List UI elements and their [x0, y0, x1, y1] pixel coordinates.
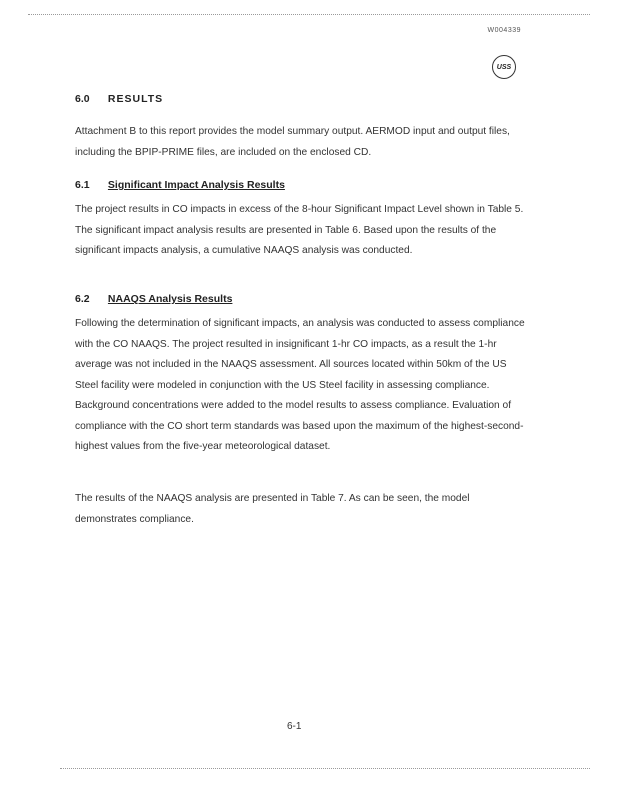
section-title: RESULTS [107, 93, 164, 105]
top-scan-border [28, 14, 590, 17]
subsection-1-heading [75, 179, 285, 191]
subsection-1-number: 6.1 [75, 179, 90, 191]
page-number: 6-1 [287, 721, 302, 732]
union-logo-icon [492, 55, 516, 79]
subsection-2-number: 6.2 [75, 293, 90, 305]
section-heading [75, 93, 163, 105]
subsection-2-title: NAAQS Analysis Results [107, 293, 233, 305]
subsection-2-conclusion: The results of the NAAQS analysis are presented in Table 7. As can be seen, the model demonstrates compliance. [75, 493, 470, 525]
subsection-1-body: The project results in CO impacts in excess of the 8-hour Significant Impact Level shown in Table 5. The significant impact analysis results are presented in Table 6. Based upon the results of the significant impacts analysis, a cumulative NAAQS analysis was conducted. [75, 204, 524, 256]
subsection-2-body: Following the determination of significant impacts, an analysis was conducted to assess compliance with the CO NAAQS. The project resulted in insignificant 1-hr CO impacts, as a result the 1-hr average was not included in the NAAQS assessment. All sources located within 50km of the US Steel facility were modeled in conjunction with the US Steel facility in assessing compliance. Background concentrations were added to the model results to assess compliance. Evaluation of compliance with the CO short term standards was based upon the maximum of the highest-second-highest values from the five-year meteorological dataset. [75, 318, 525, 452]
document-number: W004339 [487, 27, 521, 34]
subsection-1-title: Significant Impact Analysis Results [107, 179, 285, 191]
section-number: 6.0 [75, 93, 90, 105]
intro-paragraph: Attachment B to this report provides the model summary output. AERMOD input and output files, including the BPIP-PRIME files, are included on the enclosed CD. [75, 126, 510, 158]
bottom-scan-border [60, 768, 590, 771]
logo-text: USS [496, 63, 512, 71]
subsection-2-heading [75, 293, 232, 305]
